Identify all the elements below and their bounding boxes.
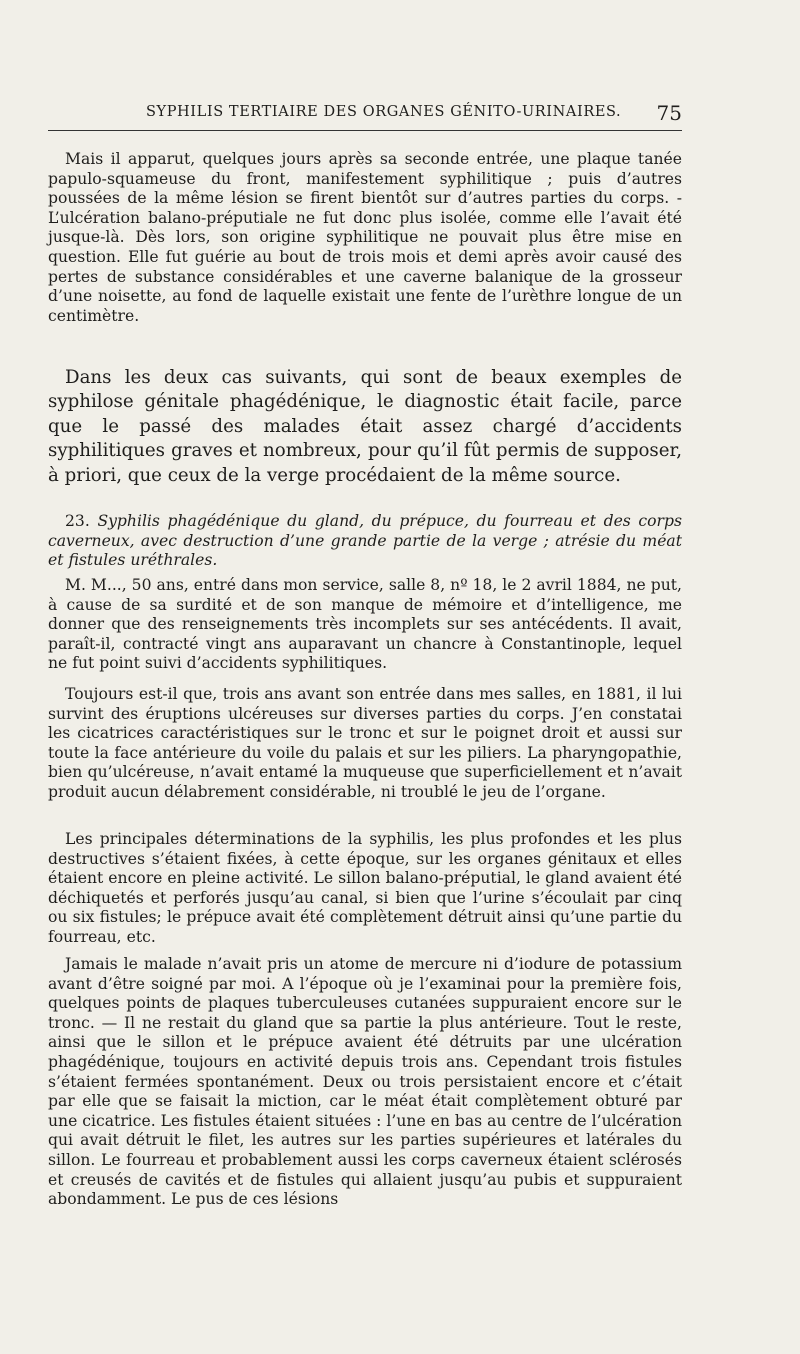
paragraph-genital-lesions: Les principales déterminations de la syphilis, les plus profondes et les plus destructives s’étaient fixées, à cette époque, sur les organes génitaux et elles étaient encore en pleine activité. Le sillon balano-préputial, le gland avaient été déchiquetés et perforés jusqu’au canal, si bien que l’urine s’écoulait par cinq ou six fistules; le prépuce avait été complètement détruit ainsi qu’une partie du fourreau, etc. — [48, 830, 682, 946]
paragraph-introduction: Dans les deux cas suivants, qui sont de beaux exemples de syphilose génitale phagédénique, le diagnostic était facile, parce que le passé des malades était assez chargé d’accidents syphilitiques graves et nombreux, pour qu’il fût permis de supposer, à priori, que ceux de la verge procédaient de la même source. — [48, 367, 682, 486]
paragraph-examination: Jamais le malade n’avait pris un atome de mercure ni d’iodure de potassium avant d’être soigné par moi. A l’époque où je l’examinai pour la première fois, quelques points de plaques tuberculeuses cutanées suppuraient encore sur le tronc. — Il ne restait du gland que sa partie la plus antérieure. Tout le reste, ainsi que le sillon et le prépuce avaient été détruits par une ulcération phagédénique, toujours en activité depuis trois ans. Cependant trois fistules s’étaient fermées spontanément. Deux ou trois persistaient encore et c’était par elle que se faisait la miction, car le méat était complètement obturé par une cicatrice. Les fistules étaient situées : l’une en bas au centre de l’ulcération qui avait détruit le filet, les autres sur les parties supérieures et latérales du sillon. Le fourreau et probablement aussi les corps caverneux étaient sclérosés et creusés de cavités et de fistules qui allaient jusqu’au pubis et suppuraient abondamment. Le pus de ces lésions — [48, 955, 682, 1209]
header-rule — [48, 130, 682, 131]
paragraph-eruptions: Toujours est-il que, trois ans avant son entrée dans mes salles, en 1881, il lui survint des éruptions ulcéreuses sur diverses parties du corps. J’en constatai les cicatrices caractéristiques sur le tronc et sur le poignet droit et aussi sur toute la face antérieure du voile du palais et sur les piliers. La pharyngopathie, bien qu’ulcéreuse, n’avait entamé la muqueuse que superficiellement et n’avait produit aucun délabrement considérable, ni troublé le jeu de l’organe. — [48, 685, 682, 801]
page-number: 75 — [656, 101, 682, 125]
paragraph-case-conclusion: Mais il apparut, quelques jours après sa seconde entrée, une plaque tanée papulo-squameuse du front, manifestement syphilitique ; puis d’autres poussées de la même lésion se firent bientôt sur d’autres parties du corps. - L’ulcération balano-préputiale ne fut donc plus isolée, comme elle l’avait été jusque-là. Dès lors, son origine syphilitique ne pouvait plus être mise en question. Elle fut guérie au bout de trois mois et demi après avoir causé des pertes de substance considérables et une caverne balanique de la grosseur d’une noisette, au fond de laquelle existait une fente de l’urèthre longue de un centimètre. — [48, 150, 682, 325]
running-title: SYPHILIS TERTIAIRE DES ORGANES GÉNITO-URINAIRES. — [146, 104, 622, 120]
case-heading — [48, 512, 682, 571]
case-title: Syphilis phagédénique du gland, du prépuce, du fourreau et des corps caverneux, avec destruction d’une grande partie de la verge ; atrésie du méat et fistules uréthrales. — [48, 512, 682, 570]
paragraph-patient-history: M. M..., 50 ans, entré dans mon service, salle 8, nº 18, le 2 avril 1884, ne put, à cause de sa surdité et de son manque de mémoire et d’intelligence, me donner que des renseignements très incomplets sur ses antécédents. Il avait, paraît-il, contracté vingt ans auparavant un chancre à Constantinople, lequel ne fut point suivi d’accidents syphilitiques. — [48, 576, 682, 673]
case-number: 23. — [65, 512, 90, 530]
